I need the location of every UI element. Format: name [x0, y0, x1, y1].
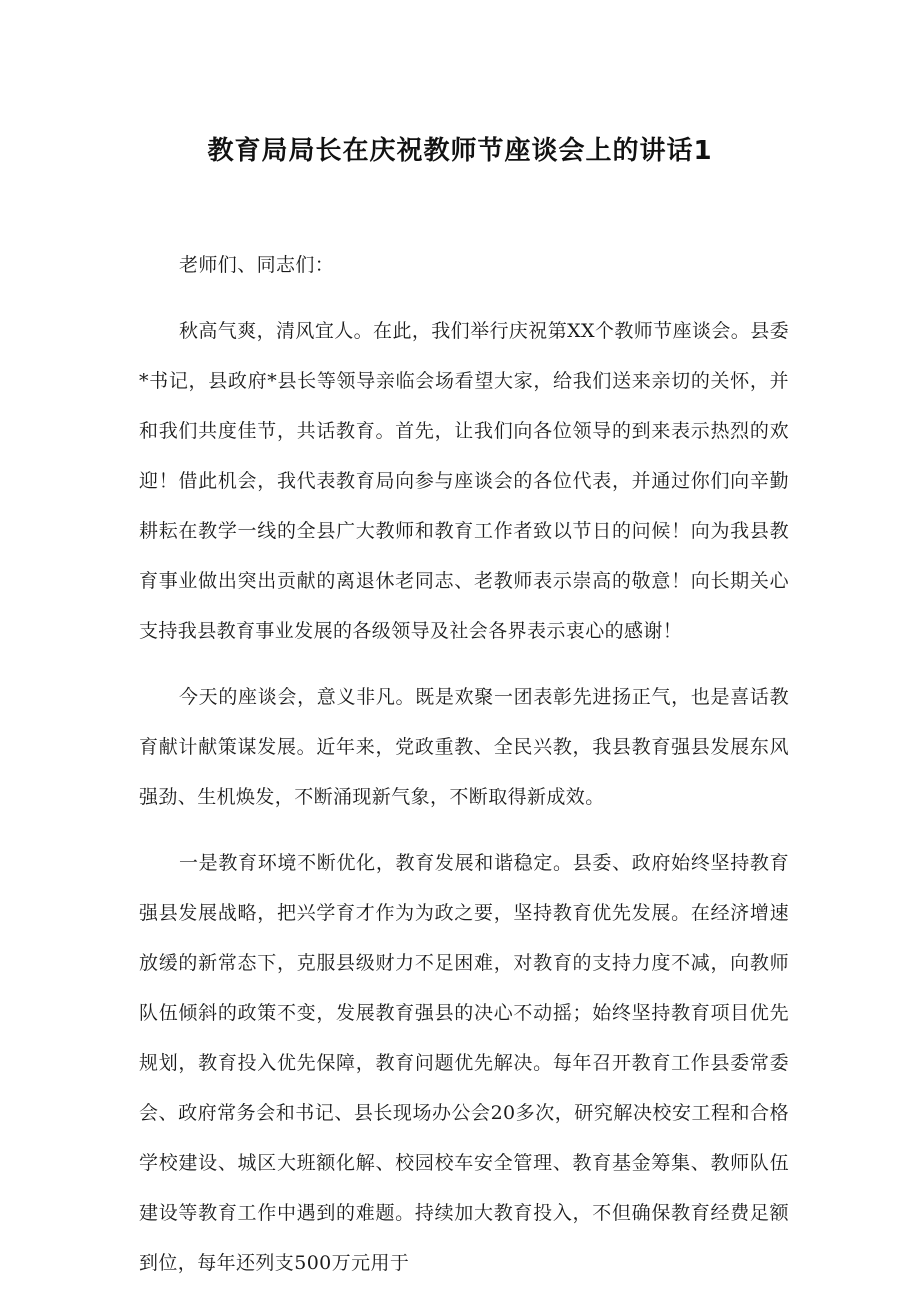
document-body	[139, 240, 789, 1304]
body-paragraph: 今天的座谈会，意义非凡。既是欢聚一团表彰先进扬正气，也是喜话教育献计献策谋发展。近年来，党政重教、全民兴教，我县教育强县发展东风强劲、生机焕发，不断涌现新气象，不断取得新成效。	[139, 686, 789, 808]
body-paragraph: 秋高气爽，清风宜人。在此，我们举行庆祝第XX个教师节座谈会。县委*书记，县政府*县长等领导亲临会场看望大家，给我们送来亲切的关怀，并和我们共度佳节，共话教育。首先，让我们向各位领导的到来表示热烈的欢迎！借此机会，我代表教育局向参与座谈会的各位代表，并通过你们向辛勤耕耘在教学一线的全县广大教师和教育工作者致以节日的问候！向为我县教育事业做出突出贡献的离退休老同志、老教师表示崇高的敬意！向长期关心支持我县教育事业发展的各级领导及社会各界表示衷心的感谢！	[139, 320, 789, 642]
document-title: 教育局局长在庆祝教师节座谈会上的讲话1	[207, 136, 713, 166]
body-paragraph: 一是教育环境不断优化，教育发展和谐稳定。县委、政府始终坚持教育强县发展战略，把兴学育才作为为政之要，坚持教育优先发展。在经济增速放缓的新常态下，克服县级财力不足困难，对教育的支持力度不减，向教师队伍倾斜的政策不变，发展教育强县的决心不动摇；始终坚持教育项目优先规划，教育投入优先保障，教育问题优先解决。每年召开教育工作县委常委会、政府常务会和书记、县长现场办公会20多次，研究解决校安工程和合格学校建设、城区大班额化解、校园校车安全管理、教育基金筹集、教师队伍建设等教育工作中遇到的难题。持续加大教育投入，不但确保教育经费足额到位，每年还列支500万元用于	[139, 852, 789, 1274]
salutation-paragraph: 老师们、同志们：	[179, 254, 335, 276]
